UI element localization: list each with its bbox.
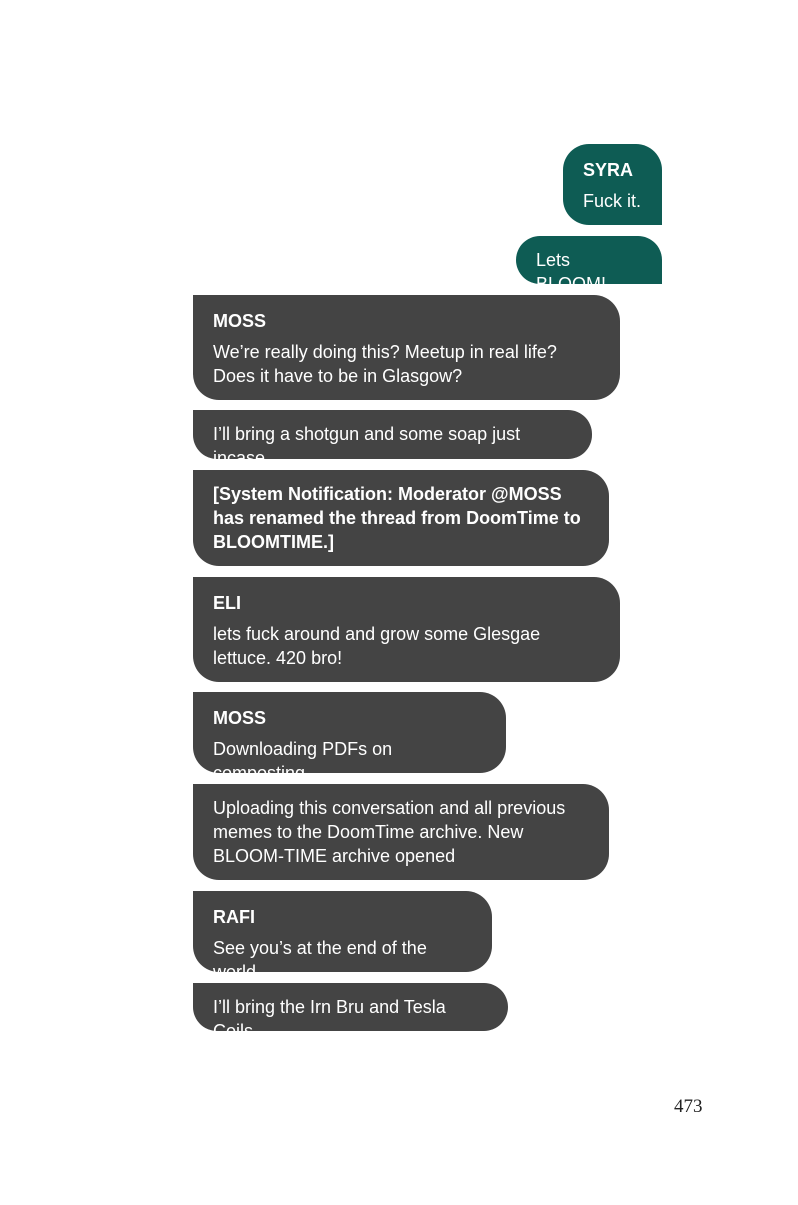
message-text: I’ll bring the Irn Bru and Tesla Coils <box>213 997 446 1041</box>
sender-name: ELI <box>213 593 242 613</box>
message-text: See you’s at the end of the world <box>213 938 427 982</box>
page-number: 473 <box>674 1096 703 1117</box>
message-text: Uploading this conversation and all previous memes to the DoomTime archive. New BLOOM-TIME archive opened <box>213 798 566 866</box>
chat-bubble-received <box>193 891 492 982</box>
sender-name: RAFI <box>213 907 255 927</box>
sender-name: MOSS <box>213 311 267 331</box>
sender-name: SYRA <box>583 160 634 180</box>
message-text: lets fuck around and grow some Glesgae lettuce. 420 bro! <box>213 624 541 668</box>
chat-bubble-received <box>193 410 592 468</box>
chat-bubble-sent <box>563 144 662 225</box>
system-notification-text: [System Notification: Moderator @MOSS has renamed the thread from DoomTime to BLOOMTIME.] <box>213 484 581 552</box>
chat-bubble-received <box>193 577 620 682</box>
message-text: Fuck it. <box>583 191 642 211</box>
chat-bubble-sent <box>516 236 662 294</box>
message-text: I’ll bring a shotgun and some soap just incase <box>213 424 521 468</box>
chat-bubble-received <box>193 983 508 1041</box>
message-text: We’re really doing this? Meetup in real life? Does it have to be in Glasgow? <box>213 342 557 386</box>
chat-bubble-received <box>193 295 620 400</box>
sender-name: MOSS <box>213 708 267 728</box>
chat-bubble-received <box>193 692 506 783</box>
message-text: Downloading PDFs on composting <box>213 739 393 783</box>
message-text: Lets BLOOM! <box>536 250 607 294</box>
system-notification-bubble <box>193 470 609 566</box>
chat-bubble-received <box>193 784 609 880</box>
